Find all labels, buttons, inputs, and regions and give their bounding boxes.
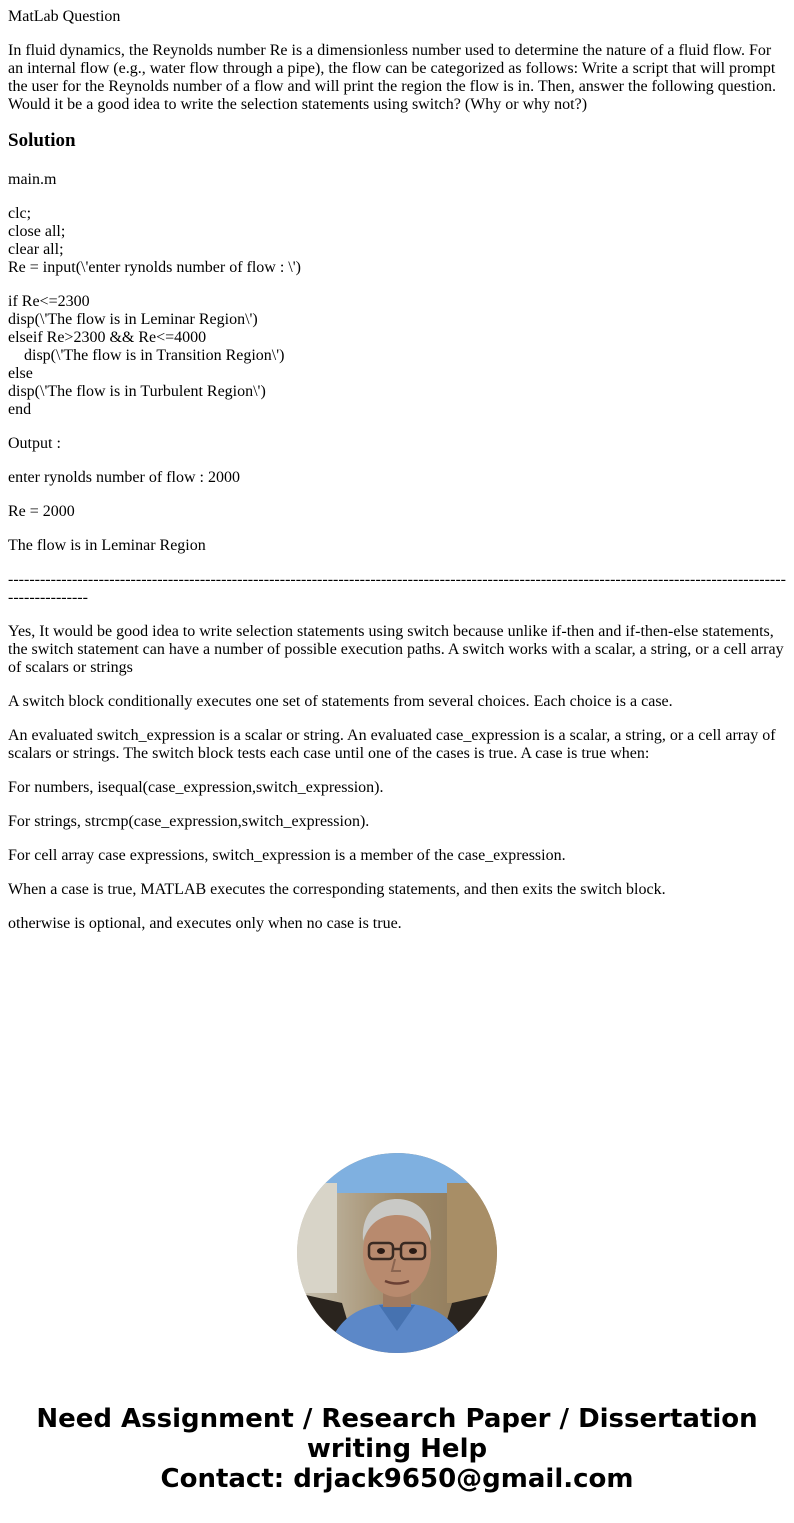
answer-paragraph: Yes, It would be good idea to write selection statements using switch because unlike if-then and if-then-else statements, the switch statement can have a number of possible execution paths. A switch works with a scalar, a string, or a cell array of scalars or strings [8, 623, 784, 676]
code-line: close all; [8, 223, 66, 240]
code-line: else [8, 365, 33, 382]
output-result: The flow is in Leminar Region [8, 537, 206, 554]
answer-paragraph: When a case is true, MATLAB executes the corresponding statements, and then exits the switch block. [8, 881, 666, 898]
code-line: disp(\'The flow is in Transition Region\') [8, 347, 285, 364]
separator-line: ----------------------------------------------------------------------------------------------------------------------------------------------------------------- [8, 571, 786, 606]
document-title: MatLab Question [8, 8, 121, 25]
answer-paragraph: A switch block conditionally executes one set of statements from several choices. Each choice is a case. [8, 693, 673, 710]
code-block-conditional [8, 293, 786, 419]
code-line: if Re<=2300 [8, 293, 90, 310]
code-line: clc; [8, 205, 32, 222]
code-line: end [8, 401, 32, 418]
code-line: Re = input(\'enter rynolds number of flow : \') [8, 259, 301, 276]
answer-paragraph: An evaluated switch_expression is a scalar or string. An evaluated case_expression is a scalar, a string, or a cell array of scalars or strings. The switch block tests each case until one of the cases is true. A case is true when: [8, 727, 776, 762]
document-body [8, 8, 786, 949]
answer-paragraph: otherwise is optional, and executes only when no case is true. [8, 915, 402, 932]
avatar [297, 1153, 497, 1353]
output-value: Re = 2000 [8, 503, 75, 520]
code-line: clear all; [8, 241, 64, 258]
promo-contact: Contact: drjack9650@gmail.com [160, 1464, 634, 1494]
code-line: elseif Re>2300 && Re<=4000 [8, 329, 207, 346]
output-label: Output : [8, 435, 61, 452]
portrait-image [297, 1153, 497, 1353]
answer-paragraph: For numbers, isequal(case_expression,switch_expression). [8, 779, 384, 796]
promo-banner [0, 1404, 794, 1494]
output-prompt: enter rynolds number of flow : 2000 [8, 469, 240, 486]
question-text: In fluid dynamics, the Reynolds number Re is a dimensionless number used to determine the nature of a fluid flow. For an internal flow (e.g., water flow through a pipe), the flow can be categorized as follows: Write a script that will prompt the user for the Reynolds number of a flow and will print the region the flow is in. Then, answer the following question. Would it be a good idea to write the selection statements using switch? (Why or why not?) [8, 42, 776, 113]
answer-paragraph: For cell array case expressions, switch_expression is a member of the case_expression. [8, 847, 566, 864]
code-block-setup [8, 205, 786, 277]
code-line: disp(\'The flow is in Leminar Region\') [8, 311, 258, 328]
filename: main.m [8, 171, 57, 188]
promo-line-2: writing Help [306, 1434, 488, 1464]
promo-line-1: Need Assignment / Research Paper / Dissertation [36, 1404, 758, 1434]
solution-heading: Solution [8, 130, 76, 151]
answer-paragraph: For strings, strcmp(case_expression,switch_expression). [8, 813, 370, 830]
code-line: disp(\'The flow is in Turbulent Region\') [8, 383, 266, 400]
